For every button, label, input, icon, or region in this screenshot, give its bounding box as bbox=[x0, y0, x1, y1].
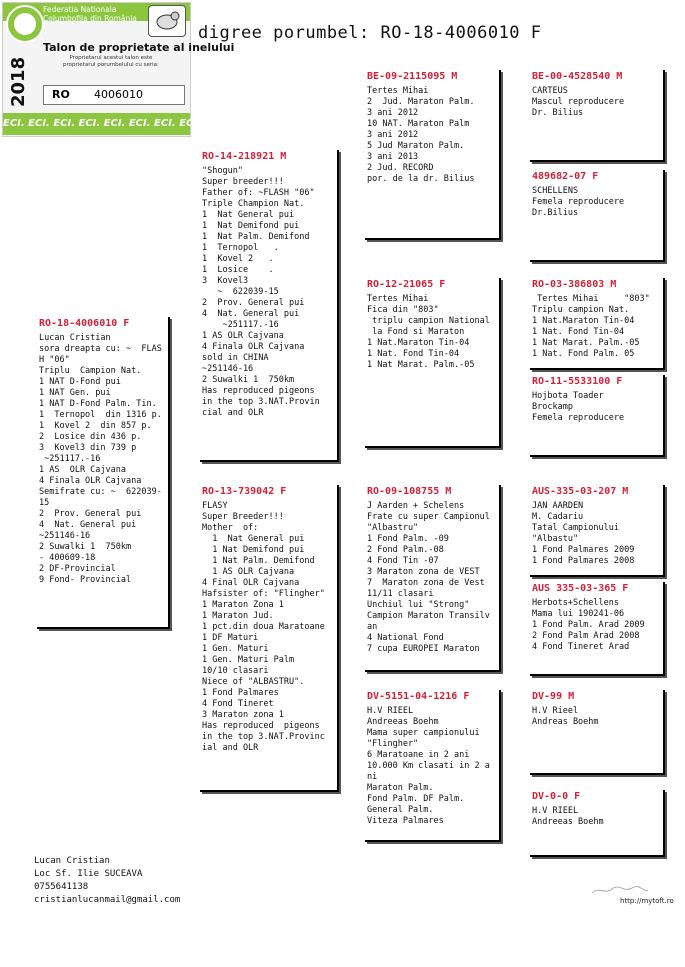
card-text-line: FLASY bbox=[202, 501, 228, 511]
card-mf bbox=[365, 485, 501, 672]
card-text-line: Dr. Bilius bbox=[532, 108, 584, 118]
card-text-line: 1 pct.din doua Maratoane bbox=[202, 622, 325, 632]
card-text-line: ~251117.-16 bbox=[202, 320, 279, 330]
card-text-line: 2 Fond Palm.-08 bbox=[367, 545, 444, 555]
card-text-line: - 400609-18 bbox=[39, 553, 96, 563]
card-text-line: J Aarden + Schelens bbox=[367, 501, 465, 511]
owner-name: Lucan Cristian bbox=[34, 856, 110, 866]
card-text-line: 1 Nat.Maraton Tin-04 bbox=[532, 316, 635, 326]
ring-subtext-line-1: Proprietarul acestui talon este bbox=[69, 55, 153, 61]
card-text-line: 10/10 clasari bbox=[202, 666, 269, 676]
card-text-line: "Albastu" bbox=[532, 534, 579, 544]
ring-year: 2018 bbox=[8, 56, 29, 107]
card-ring-id: DV-5151-04-1216 F bbox=[367, 691, 470, 702]
card-text-line: ial and OLR bbox=[202, 743, 259, 753]
ring-band: ECI. ECI. ECI. ECI. ECI. ECI. ECI. ECI. ECI. bbox=[3, 113, 190, 135]
card-text-line: M. Cadariu bbox=[532, 512, 584, 522]
card-mmm bbox=[530, 790, 665, 857]
card-text-line: 1 AS OLR Cajvana bbox=[39, 465, 126, 475]
card-text-line: 1 NAT D-Fond Palm. Tin. bbox=[39, 399, 157, 409]
card-text-line: 2 Losice din 436 p. bbox=[39, 432, 142, 442]
card-text-line: 1 Gen. Maturi Palm bbox=[202, 655, 295, 665]
card-text-line: 4 Nat. General pui bbox=[202, 309, 300, 319]
card-ring-id: 489682-07 F bbox=[532, 171, 599, 182]
card-text-line: Triplu Campion Nat. bbox=[39, 366, 142, 376]
card-text-line: 9 Fond- Provincial bbox=[39, 575, 132, 585]
card-text-line: ni bbox=[367, 772, 378, 782]
card-text-line: 3 Maraton zona 1 bbox=[202, 710, 284, 720]
card-text-line: Has reproduced pigeons bbox=[202, 386, 315, 396]
card-text-line: Hafsister of: "Flingher" bbox=[202, 589, 325, 599]
card-ffm bbox=[530, 170, 665, 262]
card-text-line: H.V Rieel bbox=[532, 706, 579, 716]
card-text-line: Mother of: bbox=[202, 523, 259, 533]
ring-certificate bbox=[2, 2, 235, 137]
card-text-line: ~251146-16 bbox=[39, 531, 91, 541]
card-text-line: cial and OLR bbox=[202, 408, 264, 418]
card-text-line: Hojbota Toader bbox=[532, 391, 604, 401]
card-mm bbox=[365, 690, 501, 842]
card-text-line: 1 DF Maturi bbox=[202, 633, 259, 643]
card-text-line: triplu campion National bbox=[367, 316, 490, 326]
card-text-line: 2 Jud. RECORD bbox=[367, 163, 434, 173]
card-text-line: 1 Nat.Maraton Tin-04 bbox=[367, 338, 470, 348]
card-ring-id: RO-13-739042 F bbox=[202, 486, 287, 497]
card-text-line: 1 Nat Demifond pui bbox=[202, 221, 300, 231]
card-text-line: 1 Fond Palmares 2008 bbox=[532, 556, 635, 566]
card-text-line: por. de la dr. Bilius bbox=[367, 174, 475, 184]
card-text-line: 3 ani 2013 bbox=[367, 152, 419, 162]
card-ring-id: BE-09-2115095 M bbox=[367, 71, 458, 82]
card-ring-id: AUS-335-03-207 M bbox=[532, 486, 629, 497]
card-text-line: 1 Losice . bbox=[202, 265, 274, 275]
owner-locality: Loc Sf. Ilie SUCEAVA bbox=[34, 869, 143, 879]
owner-email[interactable]: cristianlucanmail@gmail.com bbox=[34, 895, 181, 905]
card-mfm bbox=[530, 582, 665, 676]
card-text-line: Andreeas Boehm bbox=[532, 817, 604, 827]
card-ring-id: RO-11-5533100 F bbox=[532, 376, 623, 387]
card-mother bbox=[200, 485, 339, 792]
card-text-line: "Shogun" bbox=[202, 166, 243, 176]
card-text-line: H "06" bbox=[39, 355, 70, 365]
card-father bbox=[200, 150, 339, 462]
card-ring-id: RO-09-108755 M bbox=[367, 486, 452, 497]
card-text-line: 1 Nat Palm. Demifond bbox=[202, 232, 310, 242]
ring-number-box bbox=[43, 85, 185, 105]
card-text-line: Andreas Boehm bbox=[532, 717, 599, 727]
card-text-line: ~251146-16 bbox=[202, 364, 254, 374]
pigeon-logo-icon bbox=[148, 5, 186, 37]
card-text-line: Maraton Palm. bbox=[367, 783, 434, 793]
card-text-line: 1 Nat. Fond Tin-04 bbox=[367, 349, 460, 359]
card-text-line: SCHELLENS bbox=[532, 186, 579, 196]
card-text-line: 1 Nat Marat. Palm.-05 bbox=[532, 338, 640, 348]
owner-info bbox=[34, 855, 180, 907]
card-text-line: Tatal Campionului bbox=[532, 523, 619, 533]
ring-subtext-line-2: proprietarul porumbelului cu seria: bbox=[63, 61, 159, 68]
card-text-line: Fond Palm. DF Palm. bbox=[367, 794, 465, 804]
card-text-line: 1 Fond Palmares 2009 bbox=[532, 545, 635, 555]
card-text-line: ~ 622039-15 bbox=[202, 287, 279, 297]
card-text-line: Niece of "ALBASTRU". bbox=[202, 677, 305, 687]
card-text-line: Mama super campionului bbox=[367, 728, 480, 738]
card-text-line: 1 Nat Palm. Demifond bbox=[202, 556, 315, 566]
card-text-line: 1 Fond Palm. Arad 2009 bbox=[532, 620, 645, 630]
card-ring-id: DV-0-0 F bbox=[532, 791, 581, 802]
card-text-line: 2 Jud. Maraton Palm. bbox=[367, 97, 475, 107]
card-text-line: "Flingher" bbox=[367, 739, 419, 749]
card-text-line: Unchiul lui "Strong" bbox=[367, 600, 470, 610]
card-text-line: sora dreapta cu: ~ FLAS bbox=[39, 344, 162, 354]
card-text-line: Tertes Mihai bbox=[367, 86, 429, 96]
card-text-line: 4 Fond Tin -07 bbox=[367, 556, 439, 566]
card-ring-id: BE-00-4528540 M bbox=[532, 71, 623, 82]
card-text-line: Campion Maraton Transilv bbox=[367, 611, 490, 621]
card-text-line: 1 Kovel 2 din 857 p. bbox=[39, 421, 152, 431]
card-ff bbox=[365, 70, 501, 240]
card-text-line: "Albastru" bbox=[367, 523, 419, 533]
card-text-line: 2 Fond Palm Arad 2008 bbox=[532, 631, 640, 641]
card-text-line: 11/11 clasari bbox=[367, 589, 434, 599]
federation-logo-icon bbox=[6, 5, 44, 43]
card-text-line: Lucan Cristian bbox=[39, 333, 111, 343]
card-ring-id: DV-99 M bbox=[532, 691, 575, 702]
card-fm bbox=[365, 278, 501, 448]
card-text-line: Tertes Mihai bbox=[367, 294, 429, 304]
card-text-line: 1 Gen. Maturi bbox=[202, 644, 269, 654]
federation-line-1: Federatia Nationala bbox=[43, 5, 117, 14]
card-text-line: Femela reproducere bbox=[532, 197, 625, 207]
card-text-line: 1 AS OLR Cajvana bbox=[202, 567, 295, 577]
card-text-line: 1 Fond Palm. -09 bbox=[367, 534, 449, 544]
card-text-line: 1 Ternopol . bbox=[202, 243, 279, 253]
card-text-line: H.V RIEEL bbox=[532, 806, 579, 816]
card-text-line: Fica din "803" bbox=[367, 305, 439, 315]
pedigree-title: digree porumbel: RO-18-4006010 F bbox=[198, 23, 542, 43]
card-text-line: la Fond si Maraton bbox=[367, 327, 465, 337]
card-text-line: 1 Fond Palmares bbox=[202, 688, 279, 698]
card-text-line: 3 Maraton zona de VEST bbox=[367, 567, 480, 577]
card-text-line: 4 Fond Tineret bbox=[202, 699, 274, 709]
card-text-line: Super breeder!!! bbox=[202, 177, 284, 187]
card-text-line: 2 Suwalki 1 750km bbox=[39, 542, 132, 552]
card-text-line: 3 ani 2012 bbox=[367, 130, 419, 140]
card-text-line: 3 Kovel3 bbox=[202, 276, 249, 286]
ring-subtext bbox=[63, 55, 159, 68]
card-text-line: 1 Maraton Jud. bbox=[202, 611, 274, 621]
card-ring-id: RO-18-4006010 F bbox=[39, 318, 130, 329]
card-text-line: 4 Finala OLR Cajvana bbox=[39, 476, 142, 486]
card-ring-id: RO-03-386803 M bbox=[532, 279, 617, 290]
ring-number: 4006010 bbox=[94, 88, 143, 101]
card-text-line: Andreeas Boehm bbox=[367, 717, 439, 727]
card-text-line: Triple Champion Nat. bbox=[202, 199, 305, 209]
card-text-line: Dr.Bilius bbox=[532, 208, 579, 218]
card-fmm bbox=[530, 375, 665, 457]
card-text-line: 1 Maraton Zona 1 bbox=[202, 600, 284, 610]
card-text-line: 1 Nat. Fond Tin-04 bbox=[532, 327, 625, 337]
card-text-line: Mascul reproducere bbox=[532, 97, 625, 107]
card-ring-id: RO-12-21065 F bbox=[367, 279, 446, 290]
card-text-line: Father of: ~FLASH "06" bbox=[202, 188, 315, 198]
website-link[interactable]: http://mytoft.ro bbox=[620, 897, 674, 905]
card-text-line: Viteza Palmares bbox=[367, 816, 444, 826]
card-subject bbox=[37, 317, 170, 629]
card-text-line: Brockamp bbox=[532, 402, 573, 412]
card-text-line: 7 Maraton zona de Vest bbox=[367, 578, 485, 588]
card-text-line: Semifrate cu: ~ 622039- bbox=[39, 487, 162, 497]
card-text-line: 1 Nat. Fond Palm. 05 bbox=[532, 349, 635, 359]
card-text-line: 3 ani 2012 bbox=[367, 108, 419, 118]
card-text-line: 4 National Fond bbox=[367, 633, 444, 643]
card-text-line: 4 Final OLR Cajvana bbox=[202, 578, 300, 588]
card-text-line: Has reproduced pigeons bbox=[202, 721, 320, 731]
card-text-line: 5 Jud Maraton Palm. bbox=[367, 141, 465, 151]
card-text-line: ~251117.-16 bbox=[39, 454, 101, 464]
card-text-line: General Palm. bbox=[367, 805, 434, 815]
card-text-line: Mama lui 190241-06 bbox=[532, 609, 625, 619]
card-text-line: 1 NAT Gen. pui bbox=[39, 388, 111, 398]
card-ring-id: AUS 335-03-365 F bbox=[532, 583, 629, 594]
card-text-line: H.V RIEEL bbox=[367, 706, 414, 716]
card-text-line: Frate cu super Campionul bbox=[367, 512, 490, 522]
card-text-line: 15 bbox=[39, 498, 50, 508]
card-text-line: 1 Nat Marat. Palm.-05 bbox=[367, 360, 475, 370]
card-text-line: 1 Nat General pui bbox=[202, 210, 295, 220]
card-fff bbox=[530, 70, 665, 162]
card-text-line: 2 Prov. General pui bbox=[202, 298, 305, 308]
card-text-line: 1 NAT D-Fond pui bbox=[39, 377, 121, 387]
signature-mark bbox=[590, 884, 650, 896]
card-text-line: JAN AARDEN bbox=[532, 501, 584, 511]
card-text-line: 4 Finala OLR Cajvana bbox=[202, 342, 305, 352]
card-text-line: 3 Kovel3 din 739 p bbox=[39, 443, 137, 453]
card-text-line: 1 Ternopol din 1316 p. bbox=[39, 410, 162, 420]
card-fmf bbox=[530, 278, 665, 370]
card-text-line: 1 Nat General pui bbox=[202, 534, 305, 544]
card-text-line: Femela reproducere bbox=[532, 413, 625, 423]
card-text-line: in the top 3.NAT.Provin bbox=[202, 397, 320, 407]
card-text-line: 1 Nat Demifond pui bbox=[202, 545, 305, 555]
ring-heading: Talon de proprietate al inelului bbox=[43, 41, 235, 54]
card-text-line: 2 Prov. General pui bbox=[39, 509, 142, 519]
card-text-line: CARTEUS bbox=[532, 86, 568, 96]
card-text-line: 1 AS OLR Cajvana bbox=[202, 331, 284, 341]
card-text-line: 10 NAT. Maraton Palm bbox=[367, 119, 470, 129]
card-text-line: Triplu campion Nat. bbox=[532, 305, 630, 315]
card-text-line: 2 DF-Provincial bbox=[39, 564, 116, 574]
card-text-line: 7 cupa EUROPEI Maraton bbox=[367, 644, 480, 654]
card-ring-id: RO-14-218921 M bbox=[202, 151, 287, 162]
card-mmf bbox=[530, 690, 665, 775]
card-text-line: Herbots+Schellens bbox=[532, 598, 619, 608]
card-text-line: 6 Maratoane in 2 ani bbox=[367, 750, 470, 760]
card-text-line: 1 Kovel 2 . bbox=[202, 254, 274, 264]
card-text-line: 4 Fond Tineret Arad bbox=[532, 642, 630, 652]
card-mff bbox=[530, 485, 665, 577]
card-text-line: Super Breeder!!! bbox=[202, 512, 284, 522]
ring-country: RO bbox=[52, 88, 70, 101]
card-text-line: Tertes Mihai "803" bbox=[532, 294, 650, 304]
card-text-line: an bbox=[367, 622, 378, 632]
card-text-line: sold in CHINA bbox=[202, 353, 269, 363]
owner-phone: 0755641138 bbox=[34, 882, 89, 892]
card-text-line: 2 Suwalki 1 750km bbox=[202, 375, 295, 385]
card-text-line: in the top 3.NAT.Provinc bbox=[202, 732, 325, 742]
card-text-line: 4 Nat. General pui bbox=[39, 520, 137, 530]
card-text-line: 10.000 Km clasati in 2 a bbox=[367, 761, 490, 771]
federation-name bbox=[43, 5, 137, 23]
federation-line-2: Columbofila din România bbox=[43, 14, 137, 23]
